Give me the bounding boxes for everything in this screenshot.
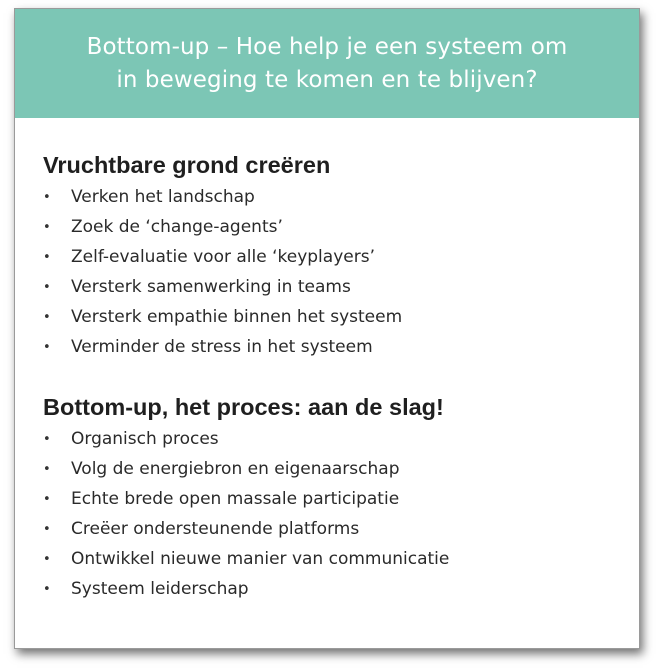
list-item-label: Zelf-evaluatie voor alle ‘keyplayers’	[71, 247, 375, 267]
bullet-icon: •	[43, 309, 51, 325]
list-item	[43, 424, 639, 454]
bullet-icon: •	[43, 219, 51, 235]
header-title-line-2: in beweging te komen en te blijven?	[116, 66, 538, 93]
list-item-label: Versterk samenwerking in teams	[71, 277, 351, 297]
list-item	[43, 332, 639, 362]
list-item	[43, 302, 639, 332]
list-item	[43, 454, 639, 484]
list-item-label: Echte brede open massale participatie	[71, 489, 400, 509]
list-item	[43, 574, 639, 604]
list-item-label: Creëer ondersteunende platforms	[71, 519, 360, 539]
bullet-icon: •	[43, 581, 51, 597]
slide-header	[15, 9, 639, 118]
list-item-label: Systeem leiderschap	[71, 579, 249, 599]
list-item-label: Verken het landschap	[71, 187, 255, 207]
list-item	[43, 484, 639, 514]
section-title-bottom-up-proces: Bottom-up, het proces: aan de slag!	[43, 394, 444, 420]
bullet-list-vruchtbare-grond	[43, 182, 639, 362]
header-title-line-1: Bottom-up – Hoe help je een systeem om	[86, 33, 568, 60]
list-item-label: Zoek de ‘change-agents’	[71, 217, 283, 237]
list-item-label: Verminder de stress in het systeem	[71, 337, 373, 357]
bullet-icon: •	[43, 279, 51, 295]
bullet-icon: •	[43, 249, 51, 265]
bullet-icon: •	[43, 431, 51, 447]
bullet-icon: •	[43, 189, 51, 205]
list-item	[43, 514, 639, 544]
list-item	[43, 212, 639, 242]
list-item	[43, 242, 639, 272]
list-item-label: Ontwikkel nieuwe manier van communicatie	[71, 549, 450, 569]
bullet-icon: •	[43, 491, 51, 507]
list-item-label: Organisch proces	[71, 429, 219, 449]
list-item-label: Versterk empathie binnen het systeem	[71, 307, 403, 327]
bullet-icon: •	[43, 339, 51, 355]
bullet-icon: •	[43, 521, 51, 537]
list-item	[43, 272, 639, 302]
list-item-label: Volg de energiebron en eigenaarschap	[71, 459, 400, 479]
list-item	[43, 182, 639, 212]
list-item	[43, 544, 639, 574]
bullet-list-bottom-up-proces	[43, 424, 639, 604]
slide-card	[14, 8, 640, 649]
bullet-icon: •	[43, 461, 51, 477]
slide-content	[15, 118, 639, 604]
bullet-icon: •	[43, 551, 51, 567]
section-title-vruchtbare-grond: Vruchtbare grond creëren	[43, 152, 331, 178]
